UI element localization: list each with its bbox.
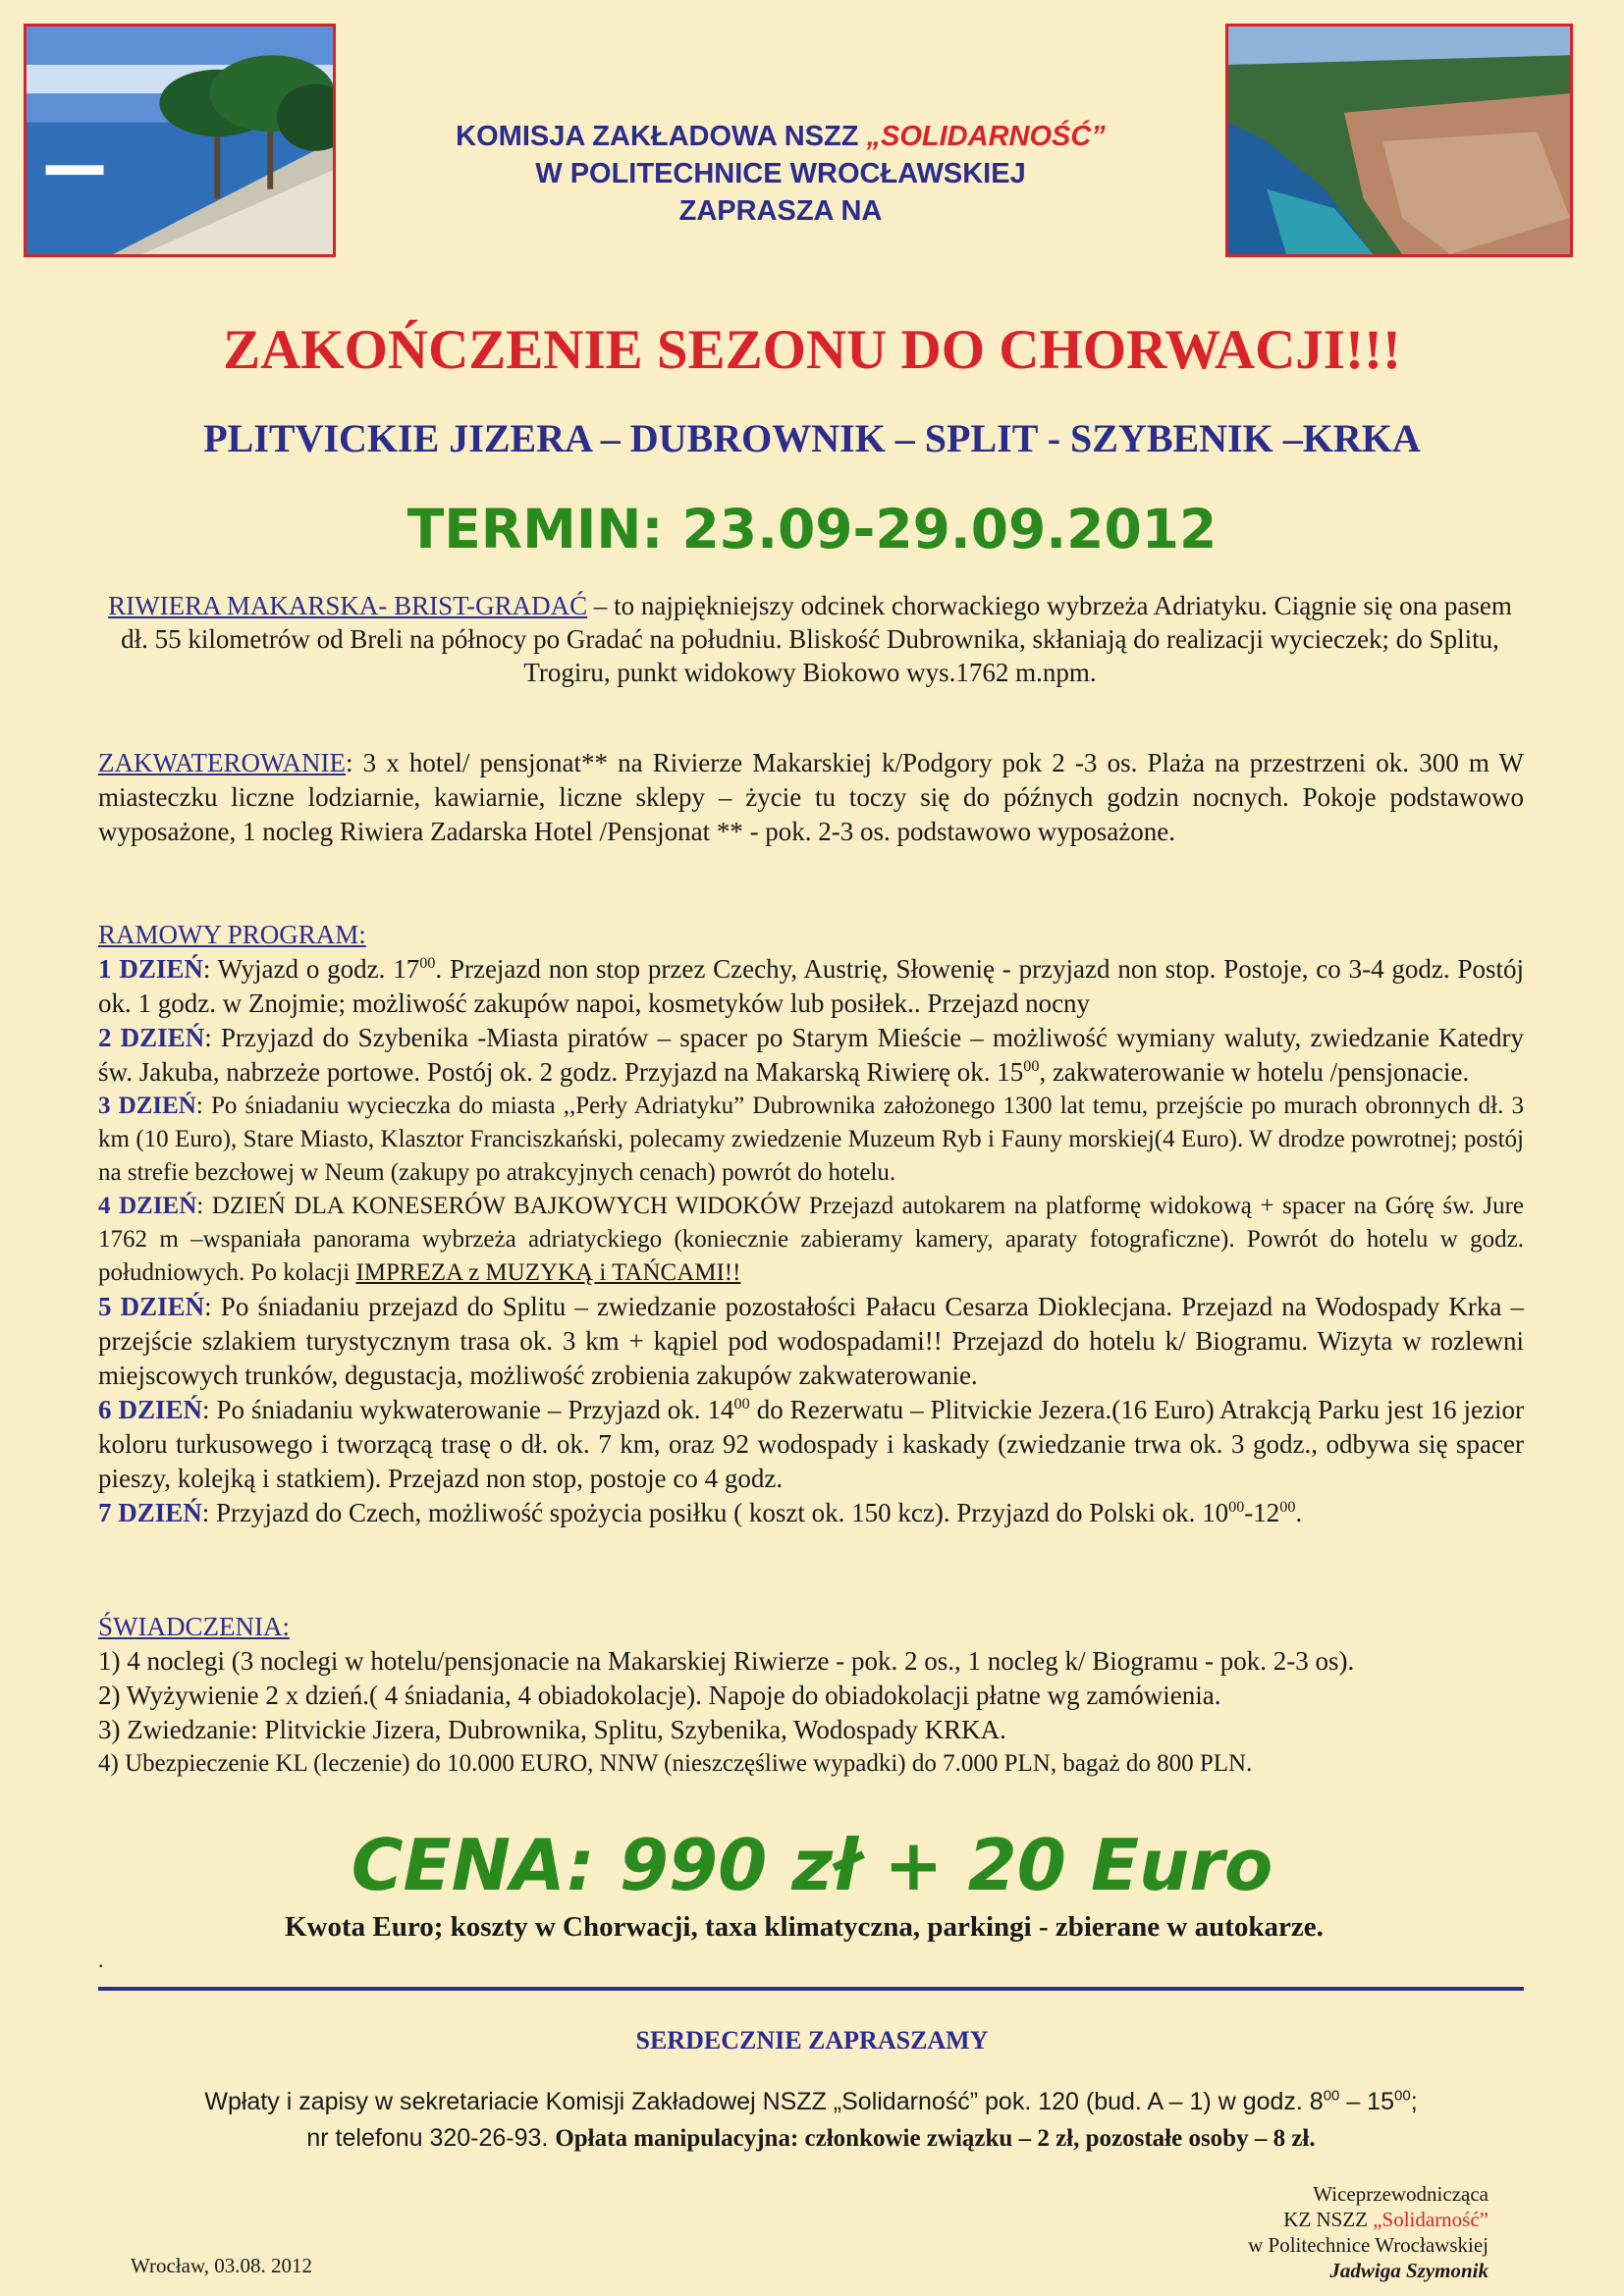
payment-line-2 xyxy=(98,2120,1524,2157)
day-1-label: 1 DZIEŃ xyxy=(98,954,203,984)
program-heading: RAMOWY PROGRAM: xyxy=(98,920,366,949)
accommodation-text: : 3 x hotel/ pensjonat** na Rivierze Makarskiej k/Podgory pok 2 -3 os. Plaża na przestrzeni ok. 300 m W miasteczku liczne lodziarnie, kawiarnie, liczne sklepy – życie tu toczy się do późnych godzin nocnych. Pokoje podstawowo wyposażone, 1 nocleg Riwiera Zadarska Hotel /Pensjonat ** - pok. 2-3 os. podstawowo wyposażone. xyxy=(98,748,1524,846)
day-3-text: : Po śniadaniu wycieczka do miasta ,,Perły Adriatyku” Dubrownika założonego 1300 lat temu, przejście po murach obronnych dł. 3 km (10 Euro), Stare Miasto, Klasztor Franciszkański, polecamy zwiedzenie Muzeum Ryb i Fauny morskiej(4 Euro). W drodze powrotnej; postój na strefie bezcłowej w Neum (zakupy po atrakcyjnych cenach) powrót do hotelu. xyxy=(98,1093,1525,1186)
day-5-text: : Po śniadaniu przejazd do Splitu – zwiedzanie pozostałości Pałacu Cesarza Dioklecjana. Przejazd na Wodospady Krka –przejście szlakiem turystycznym trasa ok. 3 km + kąpiel pod wodospadami!! Przejazd do hotelu k/ Biogramu. Wizyta w rozlewni miejscowych trunków, degustacja, możliwość zrobienia zakupów zakwaterowanie. xyxy=(98,1292,1524,1390)
document-date: Wrocław, 03.08. 2012 xyxy=(131,2254,313,2277)
day-7-sup-2: 00 xyxy=(1279,1498,1296,1516)
day-4-event: IMPREZA z MUZYKĄ i TAŃCAMI!! xyxy=(355,1259,741,1286)
day-4-label: 4 DZIEŃ xyxy=(98,1193,197,1219)
signature-role: Wiceprzewodnicząca xyxy=(1313,2182,1489,2206)
day-6 xyxy=(98,1393,1524,1496)
day-7-label: 7 DZIEŃ xyxy=(98,1498,202,1527)
header-line-2: W POLITECHNICE WROCŁAWSKIEJ xyxy=(535,158,1026,189)
service-item: 3) Zwiedzanie: Plitvickie Jizera, Dubrownika, Splitu, Szybenika, Wodospady KRKA. xyxy=(98,1715,1006,1744)
day-2-sup: 00 xyxy=(1023,1057,1040,1075)
day-2-label: 2 DZIEŃ xyxy=(98,1023,205,1052)
payment-fee: Opłata manipulacyjna: członkowie związku – 2 zł, pozostałe osoby – 8 zł. xyxy=(555,2125,1316,2152)
day-1-sup: 00 xyxy=(419,954,436,972)
services-section xyxy=(98,1610,1524,1781)
header-org: KOMISJA ZAKŁADOWA NSZZ xyxy=(456,121,867,152)
day-2-text-a: : Przyjazd do Szybenika -Miasta piratów – spacer po Starym Mieście – możliwość wymiany waluty, zwiedzanie Katedry św. Jakuba, nabrzeże portowe. Postój ok. 2 godz. Przyjazd na Makarską Riwierę ok. 15 xyxy=(98,1023,1525,1087)
payment-line-1 xyxy=(98,2084,1524,2120)
day-4 xyxy=(98,1190,1524,1290)
signature-institution: w Politechnice Wrocławskiej xyxy=(1248,2233,1489,2257)
day-6-text-b: do Rezerwatu – Plitvickie Jezera.(16 Euro) Atrakcją Parku jest 16 jezior koloru turkusowego i tworzącą trasę o dł. ok. 7 km, oraz 92 wodospady i kaskady (zwiedzanie trwa ok. 3 godz., odbywa się spacer pieszy, kolejką i statkiem). Przejazd non stop, postoje co 4 godz. xyxy=(98,1395,1524,1493)
header-solidarnosc: „SOLIDARNOŚĆ” xyxy=(866,121,1106,152)
day-2 xyxy=(98,1021,1524,1090)
signature-org-a: KZ NSZZ xyxy=(1283,2208,1374,2231)
stray-dot: . xyxy=(98,1948,104,1972)
day-2-text-b: , zakwaterowanie w hotelu /pensjonacie. xyxy=(1039,1057,1470,1087)
intro-paragraph xyxy=(93,589,1527,689)
day-3-label: 3 DZIEŃ xyxy=(98,1093,196,1119)
day-7-sup-1: 00 xyxy=(1228,1498,1245,1516)
payment-text-c: ; xyxy=(1410,2088,1418,2115)
accommodation-paragraph xyxy=(98,746,1524,849)
day-1-text-a: : Wyjazd o godz. 17 xyxy=(202,954,420,984)
intro-text: – to najpiękniejszy odcinek chorwackiego wybrzeża Adriatyku. Ciągnie się ona pasem dł. 55 kilometrów od Breli na północy po Gradać na południu. Bliskość Dubrownika, skłaniają do realizacji wycieczek; do Splitu, Trogiru, punkt widokowy Biokowo wys.1762 m.npm. xyxy=(121,591,1512,687)
day-4-text: : DZIEŃ DLA KONESERÓW BAJKOWYCH WIDOKÓW Przejazd autokarem na platformę widokową + spacer na Górę św. Jure 1762 m –wspaniała panorama wybrzeża adriatyckiego (koniecznie zabieramy kamery, aparaty fotograficzne). Powrót do hotelu w godz. południowych. Po kolacji xyxy=(98,1193,1524,1286)
signature-block xyxy=(1248,2181,1489,2283)
payment-text-a: Wpłaty i zapisy w sekretariacie Komisji Zakładowej NSZZ „Solidarność” pok. 120 (bud. A – 1) w godz. 8 xyxy=(204,2088,1324,2115)
trip-dates: TERMIN: 23.09-29.09.2012 xyxy=(406,498,1218,561)
day-7-text-c: . xyxy=(1295,1498,1303,1527)
day-5 xyxy=(98,1290,1524,1393)
route: PLITVICKIE JIZERA – DUBROWNIK – SPLIT - SZYBENIK –KRKA xyxy=(203,416,1421,460)
day-1 xyxy=(98,952,1524,1021)
service-item: 2) Wyżywienie 2 x dzień.( 4 śniadania, 4 obiadokolacje). Napoje do obiadokolacji płatne wg zamówienia. xyxy=(98,1681,1221,1710)
services-heading: ŚWIADCZENIA: xyxy=(98,1612,290,1641)
signature-name: Jadwiga Szymonik xyxy=(1329,2259,1489,2282)
promenade-photo xyxy=(24,24,336,257)
payment-sup-2: 00 xyxy=(1394,2087,1411,2105)
price: CENA: 990 zł + 20 Euro xyxy=(351,1824,1273,1906)
day-7 xyxy=(98,1496,1524,1530)
intro-label: RIWIERA MAKARSKA- BRIST-GRADAĆ xyxy=(108,591,588,620)
day-6-text-a: : Po śniadaniu wykwaterowanie – Przyjazd ok. 14 xyxy=(202,1395,734,1424)
divider xyxy=(98,1987,1524,1991)
payment-info xyxy=(98,2084,1524,2157)
signature-org-b: „Solidarność” xyxy=(1373,2208,1489,2231)
payment-text-b: – 15 xyxy=(1339,2088,1394,2115)
day-6-label: 6 DZIEŃ xyxy=(98,1395,203,1424)
header-line-1 xyxy=(373,118,1188,155)
coastal-city-aerial-photo xyxy=(1225,24,1573,257)
payment-sup-1: 00 xyxy=(1323,2087,1340,2105)
header-line-3: ZAPRASZA NA xyxy=(678,195,883,227)
day-7-text-b: -12 xyxy=(1244,1498,1280,1527)
program-section xyxy=(98,918,1524,1530)
welcome-text: SERDECZNIE ZAPRASZAMY xyxy=(635,2026,989,2055)
day-3 xyxy=(98,1090,1524,1190)
day-5-label: 5 DZIEŃ xyxy=(98,1292,205,1321)
accommodation-label: ZAKWATEROWANIE xyxy=(98,748,346,777)
price-note: Kwota Euro; koszty w Chorwacji, taxa klimatyczna, parkingi - zbierane w autokarze. xyxy=(285,1911,1324,1943)
page-title: ZAKOŃCZENIE SEZONU DO CHORWACJI!!! xyxy=(223,319,1401,381)
service-item: 4) Ubezpieczenie KL (leczenie) do 10.000 EURO, NNW (nieszczęśliwe wypadki) do 7.000 PLN, bagaż do 800 PLN. xyxy=(98,1750,1253,1777)
day-1-text-b: . Przejazd non stop przez Czechy, Austrię, Słowenię - przyjazd non stop. Postoje, co 3-4 godz. Postój ok. 1 godz. w Znojmie; możliwość zakupów napoi, kosmetyków lub posiłek.. Przejazd nocny xyxy=(98,954,1524,1018)
day-6-sup: 00 xyxy=(733,1395,750,1413)
organizer-header xyxy=(373,118,1188,230)
payment-phone: nr telefonu 320-26-93. xyxy=(306,2124,556,2152)
signature-org xyxy=(1248,2207,1489,2232)
day-7-text-a: : Przyjazd do Czech, możliwość spożycia posiłku ( koszt ok. 150 kcz). Przyjazd do Polski ok. 10 xyxy=(201,1498,1229,1527)
service-item: 1) 4 noclegi (3 noclegi w hotelu/pensjonacie na Makarskiej Riwierze - pok. 2 os., 1 nocleg k/ Biogramu - pok. 2-3 os). xyxy=(98,1646,1355,1676)
